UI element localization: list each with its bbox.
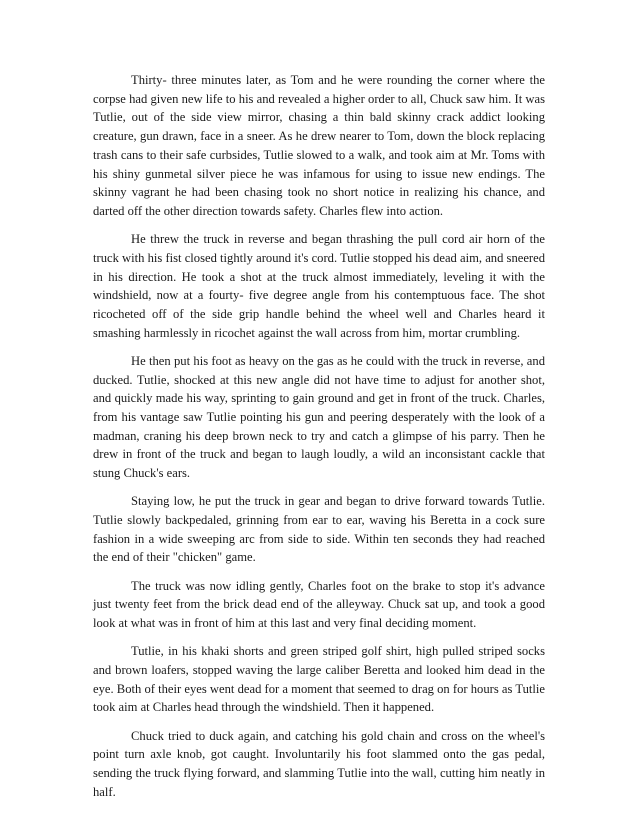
paragraph-4: Staying low, he put the truck in gear and began to drive forward towards Tutlie. Tutlie slowly backpedaled, grinning from ear to ear, waving his Beretta in a cock sure fashion in a wide sweeping arc from side to side. Within ten seconds they had reached the end of their "chicken" game.: [93, 494, 545, 565]
body-text: [93, 71, 545, 811]
paragraph-5: The truck was now idling gently, Charles foot on the brake to stop it's advance just twenty feet from the brick dead end of the alleyway. Chuck sat up, and took a good look at what was in front of him at this last and very final deciding moment.: [93, 578, 545, 630]
paragraph-2: He threw the truck in reverse and began thrashing the pull cord air horn of the truck with his fist closed tightly around it's cord. Tutlie stopped his dead aim, and sneered in his direction. He took a shot at the truck almost immediately, leveling it with the windshield, now at a fourty- five degree angle from his contemptuous face. The shot ricocheted off of the side grip handle behind the wheel well and Charles heard it smashing harmlessly in ricochet against the wall across from him, mortar crumbling.: [93, 232, 545, 340]
paragraph-1: Thirty- three minutes later, as Tom and he were rounding the corner where the corpse had given new life to his and revealed a higher order to all, Chuck saw him. It was Tutlie, out of the side view mirror, chasing a thin bald skinny crack addict looking creature, gun drawn, face in a sneer. As he drew nearer to Tom, down the block replacing trash cans to their safe curbsides, Tutlie slowed to a walk, and took aim at Mr. Toms with his shiny gunmetal silver piece he was infamous for using to issue new endings. The skinny vagrant he had been chasing took no short notice in realizing his chance, and darted off the other direction towards safety. Charles flew into action.: [93, 73, 545, 218]
paragraph-6: Tutlie, in his khaki shorts and green striped golf shirt, high pulled striped socks and brown loafers, stopped waving the large caliber Beretta and looked him dead in the eye. Both of their eyes went dead for a moment that seemed to drag on for hours as Tutlie took aim at Charles head through the windshield. Then it happened.: [93, 644, 545, 715]
paragraph-7: Chuck tried to duck again, and catching his gold chain and cross on the wheel's point turn axle knob, got caught. Involuntarily his foot slammed onto the gas pedal, sending the truck flying forward, and slamming Tutlie into the wall, cutting him neatly in half.: [93, 728, 545, 799]
paragraph-3: He then put his foot as heavy on the gas as he could with the truck in reverse, and ducked. Tutlie, shocked at this new angle did not have time to adjust for another shot, and quickly made his way, sprinting to gain ground and get in front of the truck. Charles, from his vantage saw Tutlie pointing his gun and peering desperately with the look of a madman, craning his deep brown neck to try and catch a glimpse of his parry. Then he drew in front of the truck and began to laugh loudly, a wild an inconsistant cackle that stung Chuck's ears.: [93, 353, 545, 481]
